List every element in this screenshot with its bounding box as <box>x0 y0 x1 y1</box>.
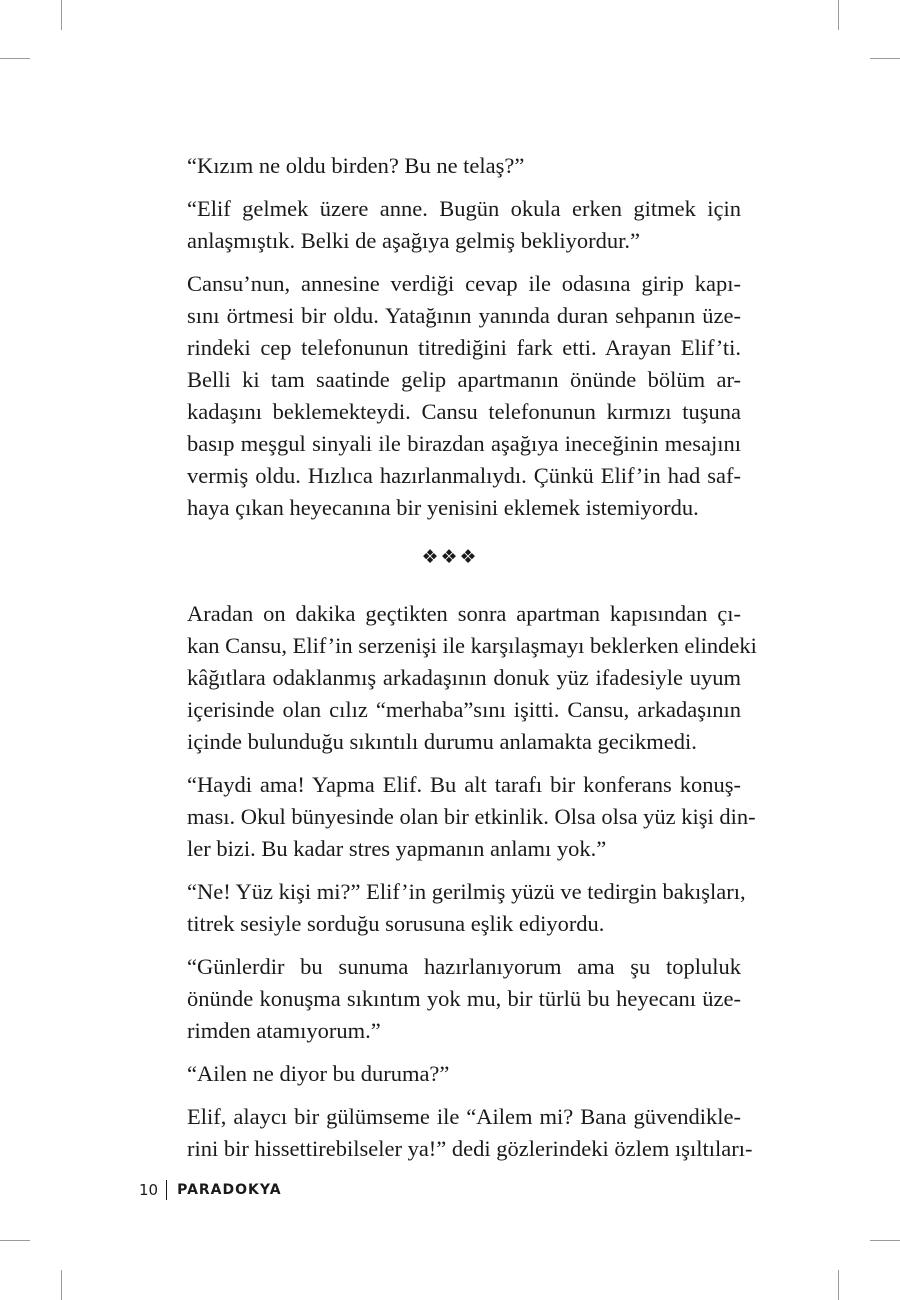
crop-mark <box>838 0 839 30</box>
page-number: 10 <box>139 1181 159 1199</box>
text-line: vermiş oldu. Hızlıca hazırlanmalıydı. Çünkü Elif’in had saf- <box>187 463 741 488</box>
text-line: “Günlerdir bu sunuma hazırlanıyorum ama şu topluluk <box>187 954 741 979</box>
text-line: Cansu’nun, annesine verdiği cevap ile odasına girip kapı- <box>187 271 741 296</box>
text-line: Aradan on dakika geçtikten sonra apartman kapısından çı- <box>187 601 741 626</box>
paragraph <box>159 268 741 524</box>
text-line: anlaşmıştık. Belki de aşağıya gelmiş bekliyordur.” <box>187 228 641 253</box>
text-line: Elif, alaycı bir gülümseme ile “Ailem mi? Bana güvendikle- <box>187 1104 741 1129</box>
text-line: içerisinde olan cılız “merhaba”sını işitti. Cansu, arkadaşının <box>187 697 741 722</box>
paragraph <box>159 150 741 182</box>
text-line: önünde konuşma sıkıntım yok mu, bir türlü bu heyecanı üze- <box>187 986 741 1011</box>
crop-mark <box>0 58 30 59</box>
section-break-ornament: ❖❖❖ <box>421 546 479 568</box>
text-line: rini bir hissettirebilseler ya!” dedi gözlerindeki özlem ışıltıları- <box>187 1136 753 1161</box>
paragraph <box>159 951 741 1047</box>
text-line: rindeki cep telefonunun titrediğini fark etti. Arayan Elif’ti. <box>187 335 741 360</box>
paragraph <box>159 193 741 257</box>
text-line: “Haydi ama! Yapma Elif. Bu alt tarafı bir konferans konuş- <box>187 772 741 797</box>
paragraph <box>159 598 757 758</box>
paragraph <box>159 769 756 865</box>
text-line: titrek sesiyle sorduğu sorusuna eşlik ediyordu. <box>187 911 605 936</box>
paragraph <box>159 876 746 940</box>
crop-mark <box>870 58 900 59</box>
body-text <box>159 150 757 1176</box>
text-line: Belli ki tam saatinde gelip apartmanın önünde bölüm ar- <box>187 367 741 392</box>
section-bottom <box>159 598 757 1165</box>
text-line: haya çıkan heyecanına bir yenisini eklemek istemiyordu. <box>187 495 699 520</box>
text-line: “Ailen ne diyor bu duruma?” <box>187 1061 450 1086</box>
text-line: ması. Okul bünyesinde olan bir etkinlik. Olsa olsa yüz kişi din- <box>187 804 756 829</box>
text-line: “Elif gelmek üzere anne. Bugün okula erken gitmek için <box>187 196 741 221</box>
crop-mark <box>870 1240 900 1241</box>
crop-mark <box>838 1270 839 1300</box>
text-line: ler bizi. Bu kadar stres yapmanın anlamı yok.” <box>187 836 607 861</box>
text-line: kan Cansu, Elif’in serzenişi ile karşılaşmayı beklerken elindeki <box>187 633 757 658</box>
page-footer <box>139 1180 282 1200</box>
paragraph <box>159 1101 753 1165</box>
section-top <box>159 150 741 524</box>
text-line: sını örtmesi bir oldu. Yatağının yanında duran sehpanın üze- <box>187 303 741 328</box>
footer-divider <box>166 1180 167 1200</box>
crop-mark <box>0 1240 30 1241</box>
text-line: kâğıtlara odaklanmış arkadaşının donuk yüz ifadesiyle uyum <box>187 665 741 690</box>
publisher-name: PARADOKYA <box>177 1182 282 1198</box>
crop-mark <box>61 1270 62 1300</box>
text-line: kadaşını beklemekteydi. Cansu telefonunun kırmızı tuşuna <box>187 399 741 424</box>
paragraph <box>159 1058 741 1090</box>
text-line: “Ne! Yüz kişi mi?” Elif’in gerilmiş yüzü ve tedirgin bakışları, <box>187 879 746 904</box>
crop-mark <box>61 0 62 30</box>
text-line: rimden atamıyorum.” <box>187 1018 381 1043</box>
text-line: basıp meşgul sinyali ile birazdan aşağıya ineceğinin mesajını <box>187 431 741 456</box>
text-line: “Kızım ne oldu birden? Bu ne telaş?” <box>187 153 525 178</box>
text-line: içinde bulunduğu sıkıntılı durumu anlamakta gecikmedi. <box>187 729 697 754</box>
